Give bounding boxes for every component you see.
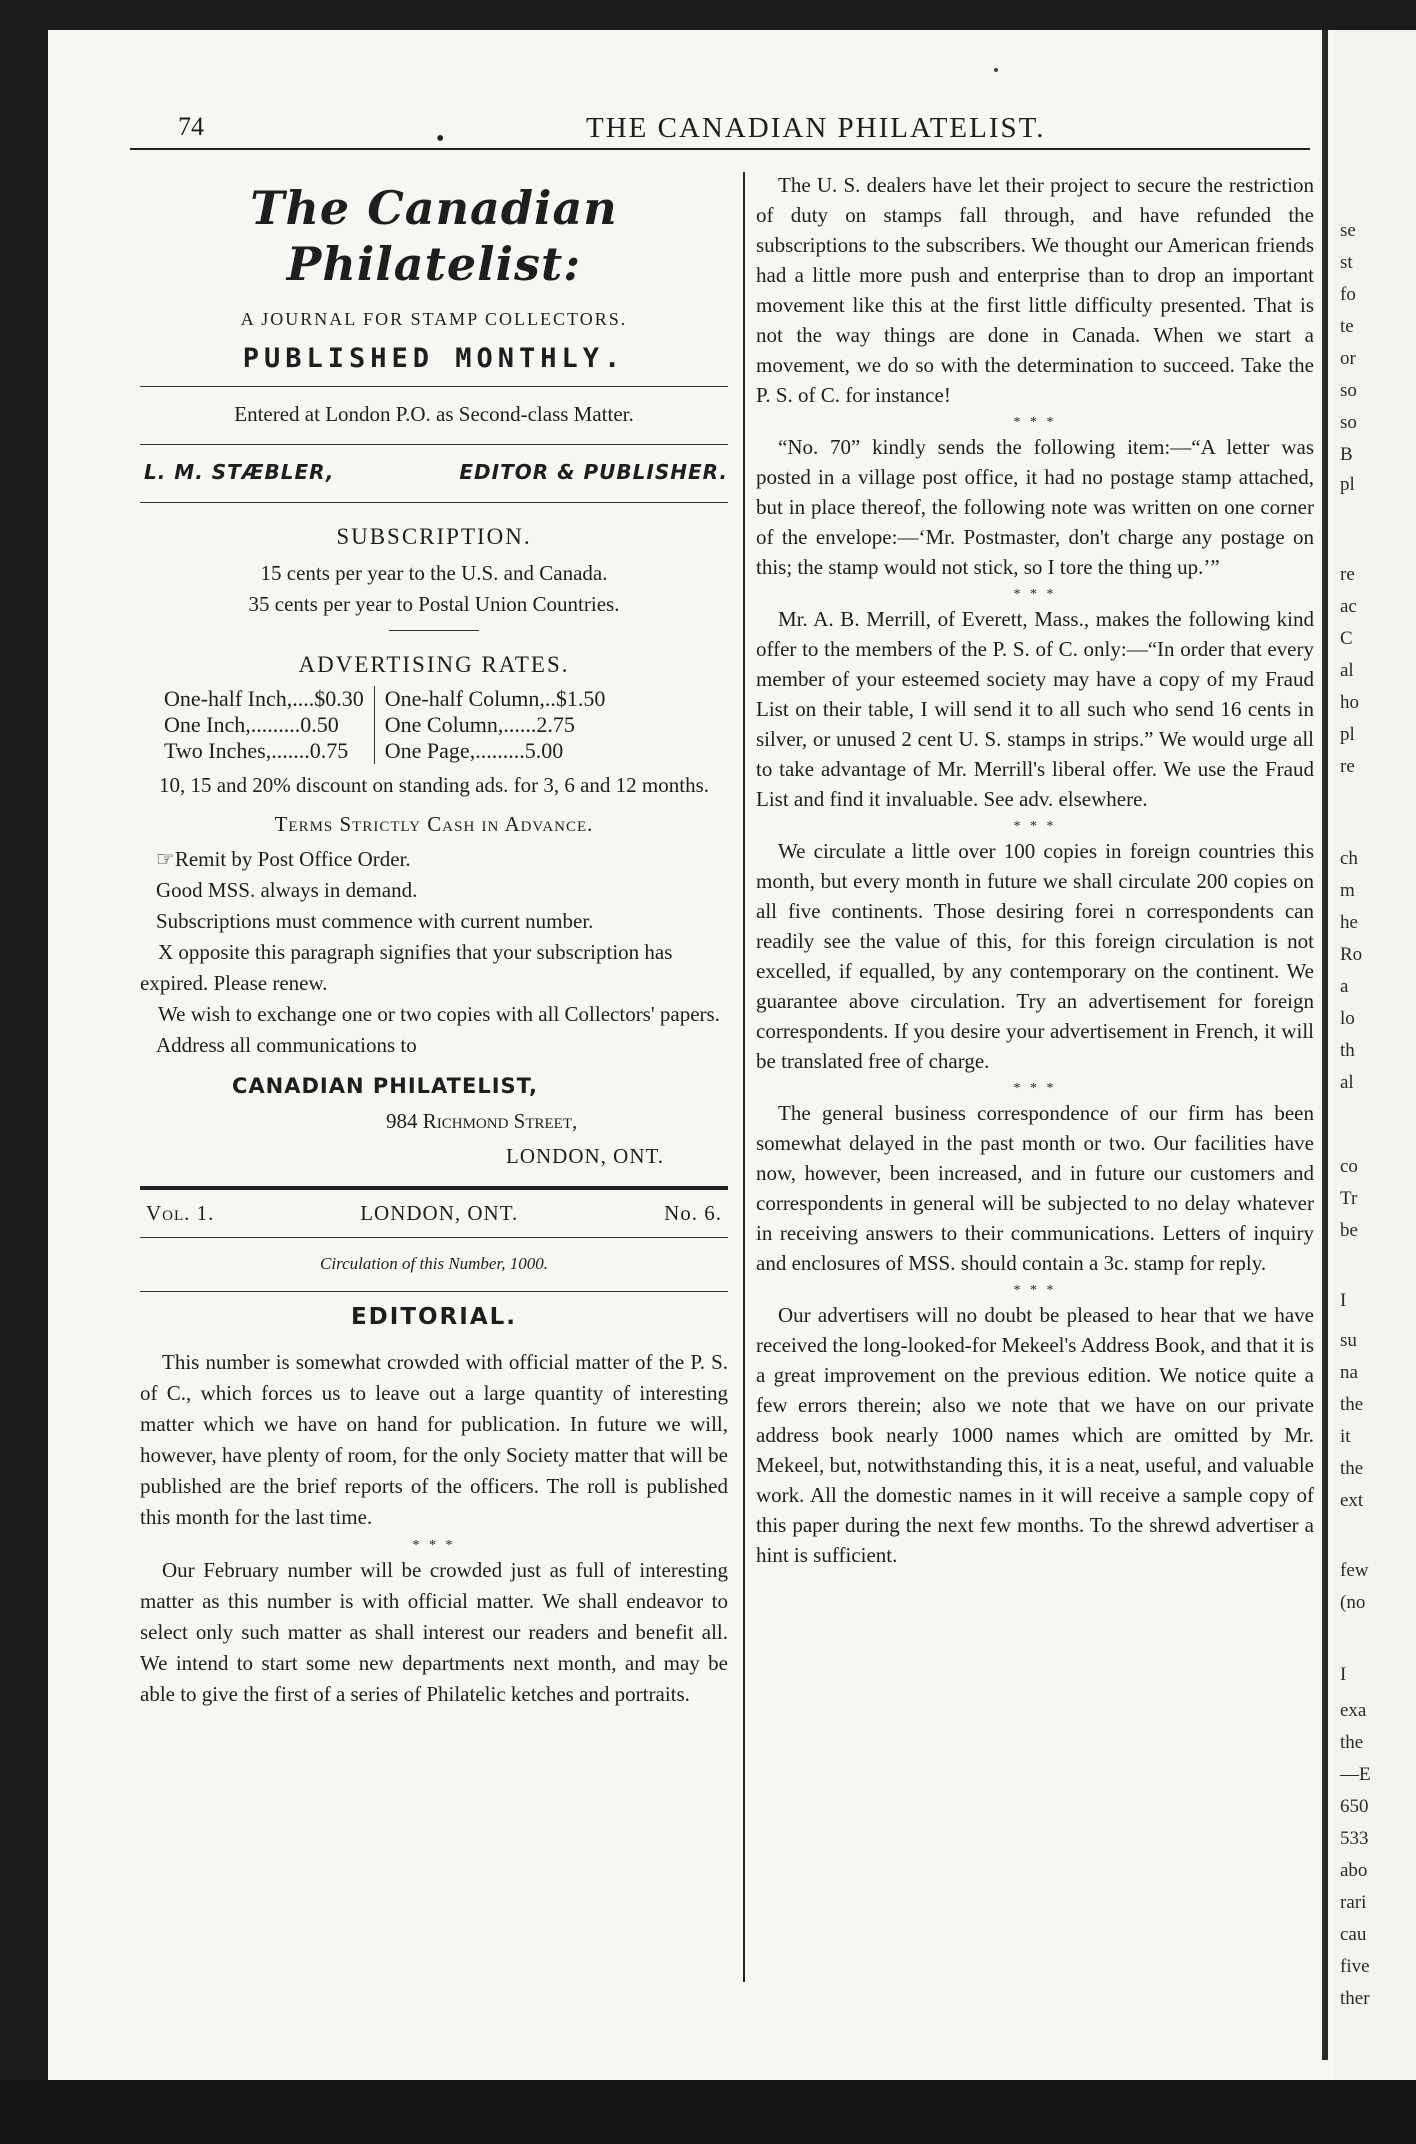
editor-role: EDITOR & PUBLISHER. bbox=[459, 460, 728, 484]
facing-page-text-fragment: the bbox=[1340, 1394, 1364, 1415]
left-column bbox=[140, 170, 728, 1712]
facing-page-text-fragment: al bbox=[1340, 660, 1354, 681]
editor-line bbox=[144, 457, 728, 488]
facing-page-text-fragment: B bbox=[1340, 444, 1353, 465]
circulation-note: Circulation of this Number, 1000. bbox=[320, 1254, 548, 1273]
notice-line: Subscriptions must commence with current number. bbox=[156, 909, 594, 933]
running-head bbox=[130, 112, 1310, 162]
facing-page-text-fragment: m bbox=[1340, 880, 1355, 901]
facing-page-text-fragment: fo bbox=[1340, 284, 1356, 305]
facing-page-text-fragment: so bbox=[1340, 412, 1357, 433]
facing-page-text-fragment: five bbox=[1340, 1956, 1370, 1977]
facing-page-text-fragment: re bbox=[1340, 564, 1355, 585]
thick-divider bbox=[140, 1186, 728, 1190]
advertising-rates-table bbox=[164, 686, 728, 764]
facing-page-text-fragment: re bbox=[1340, 756, 1355, 777]
rates-column-inches bbox=[164, 686, 374, 764]
editorial-paragraph: “No. 70” kindly sends the following item:—“A letter was posted in a village post office, it had no postage stamp attached, but in place thereof, the following note was written on one corner of the envelope:—‘Mr. Postmaster, don't charge any postage on this; the stamp would not stick, so I tore the thing up.’” bbox=[756, 435, 1314, 579]
facing-page-text-fragment: C bbox=[1340, 628, 1353, 649]
facing-page-text-fragment: ch bbox=[1340, 848, 1358, 869]
section-asterisks: * * * bbox=[1013, 819, 1057, 834]
address-name: CANADIAN PHILATELIST, bbox=[232, 1074, 538, 1098]
facing-page-fragment bbox=[1334, 30, 1416, 2080]
facing-page-text-fragment: 533 bbox=[1340, 1828, 1369, 1849]
facing-page-text-fragment: na bbox=[1340, 1362, 1358, 1383]
notice-line: Good MSS. always in demand. bbox=[156, 878, 418, 902]
short-divider bbox=[389, 630, 479, 631]
rate-row: One Page,.........5.00 bbox=[384, 738, 564, 763]
publication-frequency: PUBLISHED MONTHLY. bbox=[242, 343, 626, 374]
divider bbox=[140, 1237, 728, 1238]
facing-page-text-fragment: al bbox=[1340, 1072, 1354, 1093]
subscription-heading: SUBSCRIPTION. bbox=[336, 524, 532, 549]
address-city: LONDON, ONT. bbox=[506, 1144, 665, 1168]
facing-page-text-fragment: th bbox=[1340, 1040, 1355, 1061]
facing-page-text-fragment: few bbox=[1340, 1560, 1369, 1581]
facing-page-text-fragment: be bbox=[1340, 1220, 1358, 1241]
section-asterisks: * * * bbox=[1013, 415, 1057, 430]
facing-page-text-fragment: st bbox=[1340, 252, 1353, 273]
facing-page-text-fragment: I bbox=[1340, 1290, 1347, 1311]
rates-column-columns bbox=[374, 686, 606, 764]
right-column bbox=[756, 170, 1314, 1572]
facing-page-text-fragment: ac bbox=[1340, 596, 1357, 617]
editorial-paragraph: The U. S. dealers have let their project to secure the restriction of duty on stamps fall through, and have refunded the subscriptions to the subscribers. We thought our American friends had a little more push and enterprise than to drop an important movement like this at the first little difficulty presented. That is not the way things are done in Canada. When we start a movement, we do so with the determination to succeed. Take the P. S. of C. for instance! bbox=[756, 173, 1314, 407]
scan-bottom-shadow bbox=[0, 2080, 1416, 2144]
editorial-paragraph: Mr. A. B. Merrill, of Everett, Mass., makes the following kind offer to the members of the P. S. of C. only:—“In order that every member of your esteemed society may have a copy of my Fraud List on their table, I will send it to all such who send 16 cents in silver, or unused 2 cent U. S. stamps in strips.” We would urge all to take advantage of Mr. Merrill's liberal offer. We use the Fraud List and find it invaluable. See adv. elsewhere. bbox=[756, 607, 1314, 811]
column-rule bbox=[743, 172, 745, 1982]
facing-page-text-fragment: or bbox=[1340, 348, 1356, 369]
editorial-heading: EDITORIAL. bbox=[350, 1304, 518, 1330]
facing-page-text-fragment: pl bbox=[1340, 474, 1355, 495]
facing-page-text-fragment: Tr bbox=[1340, 1188, 1358, 1209]
editor-name: L. M. STÆBLER, bbox=[144, 460, 335, 484]
editorial-paragraph: Our advertisers will no doubt be pleased to hear that we have received the long-looked-for Mekeel's Address Book, and that it is a great improvement on the previous edition. We notice quite a few errors therein; also we note that we have on our private address book nearly 1000 names which are omitted by Mr. Mekeel, but, notwithstanding this, it is a neat, useful, and valuable work. All the domestic names in it will receive a sample copy of this paper during the next few months. To the shrewd advertiser a hint is sufficient. bbox=[756, 1303, 1314, 1567]
facing-page-text-fragment: 650 bbox=[1340, 1796, 1369, 1817]
address-street: 984 Richmond Street, bbox=[386, 1109, 578, 1133]
facing-page-text-fragment: pl bbox=[1340, 724, 1355, 745]
rate-row: One Column,......2.75 bbox=[384, 712, 575, 737]
facing-page-text-fragment: se bbox=[1340, 220, 1356, 241]
rate-row: Two Inches,.......0.75 bbox=[164, 738, 349, 763]
subscription-line: 15 cents per year to the U.S. and Canada. bbox=[260, 561, 608, 585]
facing-page-text-fragment: the bbox=[1340, 1732, 1364, 1753]
facing-page-text-fragment: a bbox=[1340, 976, 1349, 997]
head-dot: • bbox=[436, 126, 445, 152]
facing-page-text-fragment: it bbox=[1340, 1426, 1351, 1447]
notice-line: Address all communications to bbox=[156, 1033, 417, 1057]
editorial-paragraph: This number is somewhat crowded with official matter of the P. S. of C., which forces us to leave out a large quantity of interesting matter which we have on hand for publication. In future we will, however, have plenty of room, for the only Society matter that will be published are the brief reports of the officers. The roll is published this month for the last time. bbox=[140, 1350, 728, 1529]
masthead-tagline: A JOURNAL FOR STAMP COLLECTORS. bbox=[240, 309, 628, 329]
notice-line: X opposite this paragraph signifies that your subscription has expired. Please renew. bbox=[140, 940, 673, 995]
issue-place: LONDON, ONT. bbox=[360, 1201, 519, 1225]
facing-page-text-fragment: Ro bbox=[1340, 944, 1363, 965]
masthead-title: The Canadian Philatelist: bbox=[250, 181, 618, 291]
facing-page-text-fragment: he bbox=[1340, 912, 1358, 933]
facing-page-text-fragment: te bbox=[1340, 316, 1354, 337]
section-asterisks: * * * bbox=[412, 1538, 456, 1553]
facing-page-text-fragment: so bbox=[1340, 380, 1357, 401]
rate-row: One Inch,.........0.50 bbox=[164, 712, 339, 737]
divider bbox=[140, 502, 728, 503]
discount-note: 10, 15 and 20% discount on standing ads. for 3, 6 and 12 months. bbox=[158, 773, 710, 797]
section-asterisks: * * * bbox=[1013, 1081, 1057, 1096]
divider bbox=[140, 386, 728, 387]
divider bbox=[140, 1291, 728, 1292]
postal-entry-notice: Entered at London P.O. as Second-class Matter. bbox=[234, 402, 634, 426]
facing-page-text-fragment: lo bbox=[1340, 1008, 1355, 1029]
facing-page-text-fragment: cau bbox=[1340, 1924, 1367, 1945]
scan-speck bbox=[994, 68, 998, 72]
facing-page-text-fragment: ho bbox=[1340, 692, 1359, 713]
volume-number: Vol. 1. bbox=[146, 1201, 215, 1225]
facing-page-text-fragment: I bbox=[1340, 1664, 1347, 1685]
facing-page-text-fragment: exa bbox=[1340, 1700, 1367, 1721]
header-rule bbox=[130, 148, 1310, 150]
editorial-paragraph: Our February number will be crowded just as full of interesting matter as this number is with official matter. We shall endeavor to select only such matter as shall interest our readers and benefit all. We intend to start some new departments next month, and may be able to give the first of a series of Philatelic ketches and portraits. bbox=[140, 1558, 728, 1706]
section-asterisks: * * * bbox=[1013, 587, 1057, 602]
issue-line bbox=[146, 1198, 722, 1229]
facing-page-text-fragment: co bbox=[1340, 1156, 1358, 1177]
divider bbox=[140, 444, 728, 445]
journal-running-title: THE CANADIAN PHILATELIST. bbox=[586, 112, 1046, 144]
issue-number: No. 6. bbox=[664, 1201, 722, 1225]
rate-row: One-half Inch,....$0.30 bbox=[164, 686, 364, 711]
facing-page-text-fragment: the bbox=[1340, 1458, 1364, 1479]
facing-page-text-fragment: abo bbox=[1340, 1860, 1368, 1881]
notice-line: We wish to exchange one or two copies with all Collectors' papers. bbox=[158, 1002, 720, 1026]
page-number: 74 bbox=[178, 112, 204, 141]
page-gutter-edge bbox=[1322, 30, 1328, 2060]
facing-page-text-fragment: (no bbox=[1340, 1592, 1366, 1613]
facing-page-text-fragment: ext bbox=[1340, 1490, 1364, 1511]
facing-page-text-fragment: ther bbox=[1340, 1988, 1370, 2009]
section-asterisks: * * * bbox=[1013, 1283, 1057, 1298]
editorial-paragraph: We circulate a little over 100 copies in foreign countries this month, but every month in future we shall circulate 200 copies on all five continents. Those desiring forei n correspondents can readily see the value of this, for this foreign circulation is not excelled, if equalled, by any contemporary on the continent. We guarantee above circulation. Try an advertisement for foreign correspondents. If you desire your advertisement in French, it will be translated free of charge. bbox=[756, 839, 1314, 1073]
subscription-line: 35 cents per year to Postal Union Countries. bbox=[248, 592, 620, 616]
rate-row: One-half Column,..$1.50 bbox=[384, 686, 606, 711]
facing-page-text-fragment: rari bbox=[1340, 1892, 1367, 1913]
advertising-heading: ADVERTISING RATES. bbox=[298, 652, 570, 677]
facing-page-text-fragment: —E bbox=[1340, 1764, 1371, 1785]
facing-page-text-fragment: su bbox=[1340, 1330, 1357, 1351]
notice-line: ☞Remit by Post Office Order. bbox=[156, 847, 411, 871]
editorial-paragraph: The general business correspondence of our firm has been somewhat delayed in the past month or two. Our facilities have now, however, been increased, and in future our customers and correspondents in general will be subjected to no delay whatever in receiving answers to their communications. Letters of inquiry and enclosures of MSS. should contain a 3c. stamp for reply. bbox=[756, 1101, 1314, 1275]
payment-terms: Terms Strictly Cash in Advance. bbox=[274, 812, 594, 836]
